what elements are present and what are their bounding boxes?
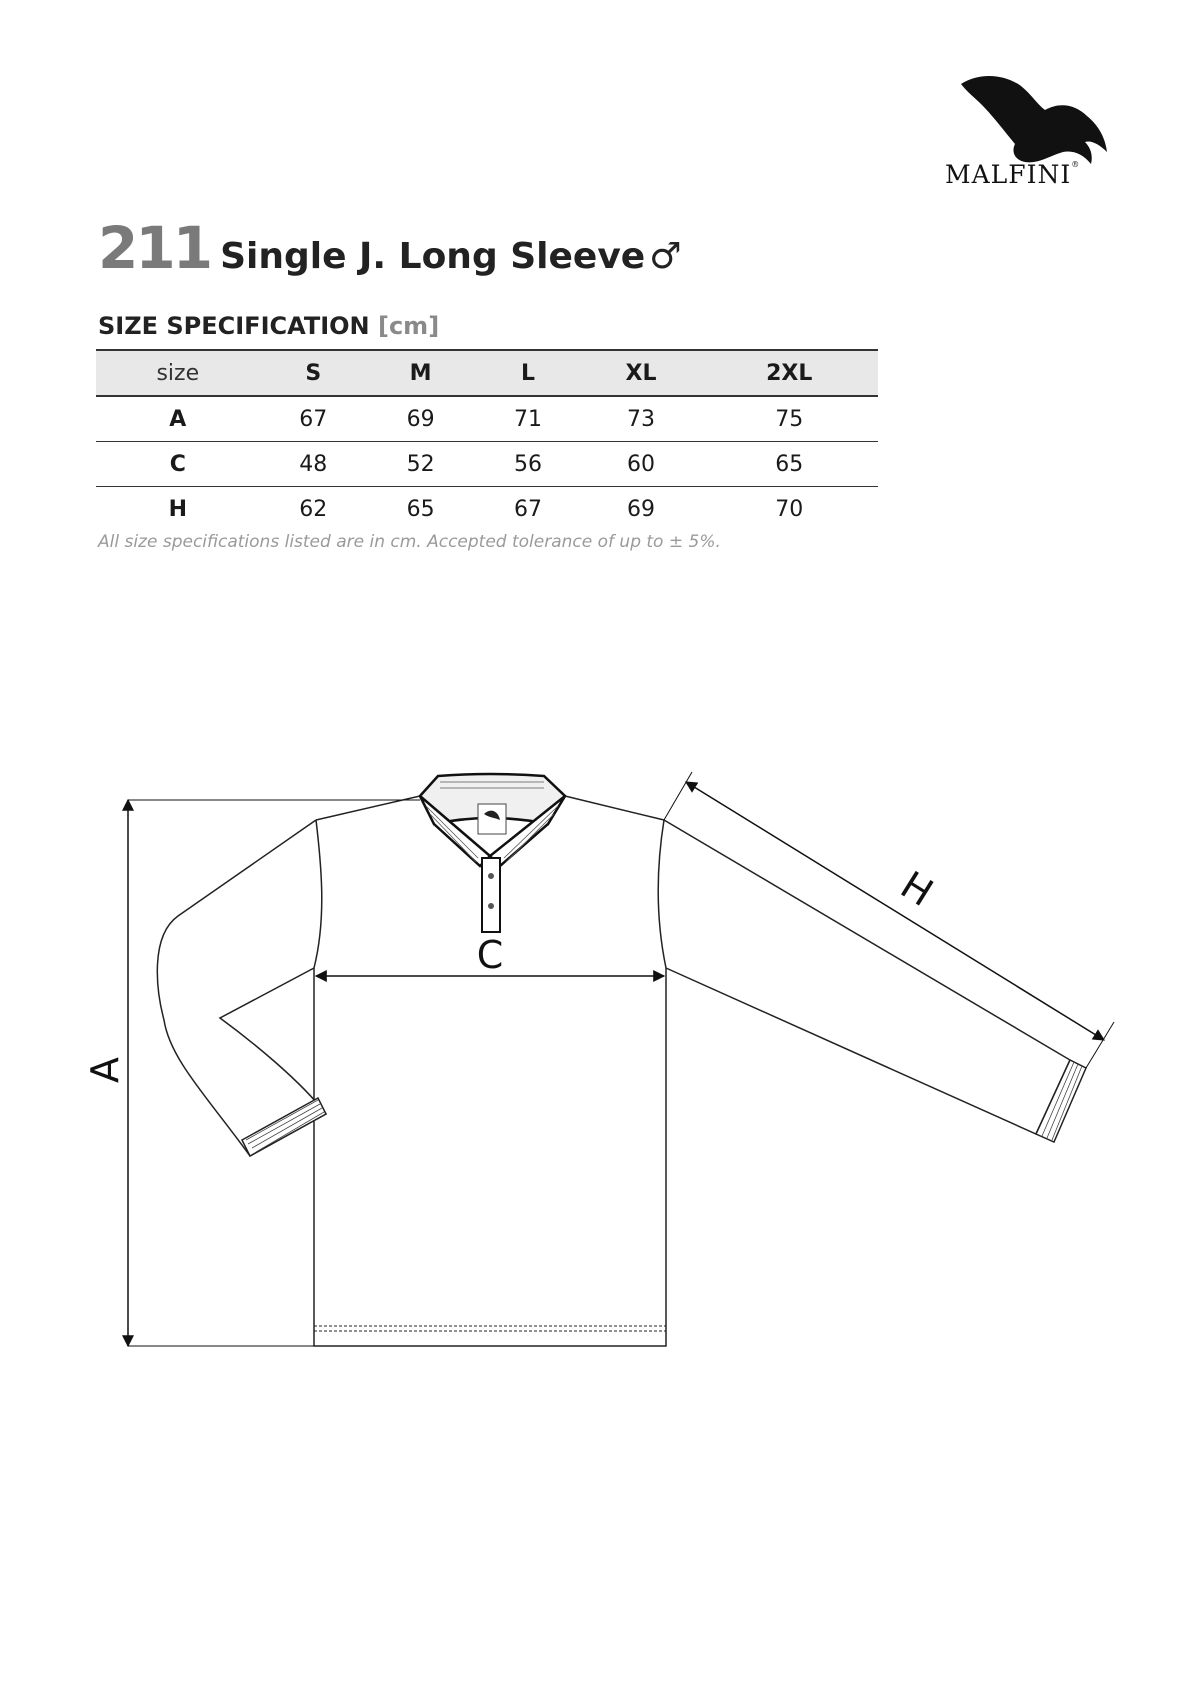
dimension-a-label: A bbox=[83, 1057, 127, 1083]
tolerance-note: All size specifications listed are in cm. Accepted tolerance of up to ± 5%. bbox=[98, 532, 721, 552]
header-size: 2XL bbox=[700, 350, 878, 396]
table-cell: 62 bbox=[299, 496, 328, 522]
eagle-icon bbox=[959, 72, 1109, 164]
table-cell: 60 bbox=[582, 442, 701, 487]
male-icon: ♂ bbox=[649, 236, 682, 277]
dimension-h bbox=[664, 772, 1114, 1068]
table-row bbox=[96, 442, 878, 487]
brand-logo bbox=[945, 72, 1125, 189]
table-cell: 56 bbox=[474, 442, 581, 487]
size-table-header bbox=[96, 350, 878, 396]
table-cell: 65 bbox=[406, 496, 435, 522]
dimension-a bbox=[128, 800, 420, 1346]
row-label: H bbox=[168, 496, 188, 522]
table-cell: 48 bbox=[260, 442, 367, 487]
garment-diagram bbox=[0, 740, 1200, 1360]
table-cell: 75 bbox=[700, 396, 878, 442]
page-title bbox=[98, 214, 682, 282]
table-cell: 67 bbox=[513, 496, 542, 522]
placket bbox=[482, 858, 500, 932]
header-size-label: size bbox=[96, 350, 260, 396]
table-cell: 73 bbox=[582, 396, 701, 442]
size-table bbox=[96, 349, 878, 531]
spec-heading-text: SIZE SPECIFICATION bbox=[98, 312, 370, 340]
spec-heading bbox=[98, 312, 439, 340]
dimension-h-label: H bbox=[893, 862, 941, 916]
cuff-right bbox=[1036, 1060, 1086, 1142]
table-cell: 69 bbox=[367, 396, 474, 442]
row-label: C bbox=[96, 442, 260, 487]
table-cell: 70 bbox=[775, 496, 804, 522]
dimension-c-label: C bbox=[476, 933, 504, 977]
table-cell: 67 bbox=[260, 396, 367, 442]
table-row bbox=[96, 487, 878, 532]
header-size: S bbox=[260, 350, 367, 396]
header-size: XL bbox=[582, 350, 701, 396]
brand-name-text: MALFINI bbox=[945, 160, 1072, 189]
table-cell: 69 bbox=[627, 496, 656, 522]
table-row bbox=[96, 396, 878, 442]
header-size: M bbox=[367, 350, 474, 396]
product-name: Single J. Long Sleeve bbox=[220, 236, 646, 277]
registered-mark: ® bbox=[1071, 160, 1081, 169]
table-cell: 65 bbox=[700, 442, 878, 487]
row-label: A bbox=[96, 396, 260, 442]
table-cell: 52 bbox=[367, 442, 474, 487]
brand-name bbox=[945, 160, 1125, 189]
label-icon bbox=[478, 804, 506, 834]
table-cell: 71 bbox=[474, 396, 581, 442]
spec-heading-unit: [cm] bbox=[377, 312, 440, 340]
header-size: L bbox=[474, 350, 581, 396]
model-number: 211 bbox=[98, 214, 211, 282]
